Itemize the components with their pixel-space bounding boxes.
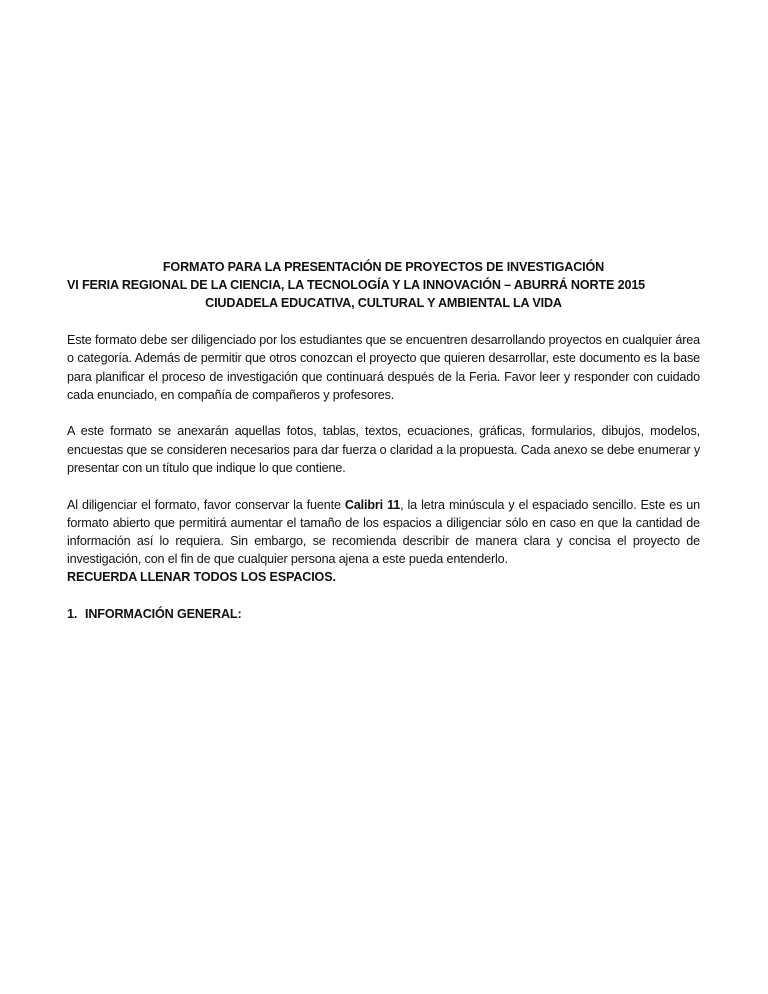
format-instructions-text-end: , la letra minúscula y el espaciado sencillo. Este es un formato abierto que permitirá aumentar el tamaño de los espacios a diligenciar sólo en caso en que la cantidad de información así lo requiera. Sin embargo, se recomienda describir de manera clara y concisa el proyecto de investigación, con el fin de que cualquier persona ajena a este pueda entenderlo. xyxy=(67,497,700,567)
format-instructions-text-start: Al diligenciar el formato, favor conservar la fuente xyxy=(67,497,345,512)
section-title: INFORMACIÓN GENERAL: xyxy=(85,607,242,622)
annex-paragraph: A este formato se anexarán aquellas fotos, tablas, textos, ecuaciones, gráficas, formularios, dibujos, modelos, encuestas que se consideren necesarios para dar fuerza o claridad a la propuesta. Cada anexo se debe enumerar y presentar con un título que indique lo que contiene. xyxy=(67,424,700,475)
section-heading-general-info xyxy=(67,605,700,623)
font-name-emphasis: Calibri 11 xyxy=(344,497,401,512)
spacer xyxy=(67,404,700,423)
document-title-line-1: FORMATO PARA LA PRESENTACIÓN DE PROYECTOS DE INVESTIGACIÓN xyxy=(162,260,605,274)
section-number: 1. xyxy=(67,607,78,622)
spacer xyxy=(67,587,700,606)
fill-all-fields-reminder: RECUERDA LLENAR TODOS LOS ESPACIOS. xyxy=(67,570,336,585)
spacer xyxy=(67,313,700,332)
document-title-line-3: CIUDADELA EDUCATIVA, CULTURAL Y AMBIENTAL LA VIDA xyxy=(205,296,562,311)
intro-paragraph: Este formato debe ser diligenciado por los estudiantes que se encuentren desarrollando proyectos en cualquier área o categoría. Además de permitir que otros conozcan el proyecto que quieren desarrollar, este documento es la base para planificar el proceso de investigación que continuará después de la Feria. Favor leer y responder con cuidado cada enunciado, en compañía de compañeros y profesores. xyxy=(67,333,700,402)
spacer xyxy=(67,477,700,496)
document-body xyxy=(67,258,700,623)
format-instructions-paragraph xyxy=(67,496,700,569)
document-title-line-2: VI FERIA REGIONAL DE LA CIENCIA, LA TECNOLOGÍA Y LA INNOVACIÓN – ABURRÁ NORTE 2015 xyxy=(67,278,646,293)
